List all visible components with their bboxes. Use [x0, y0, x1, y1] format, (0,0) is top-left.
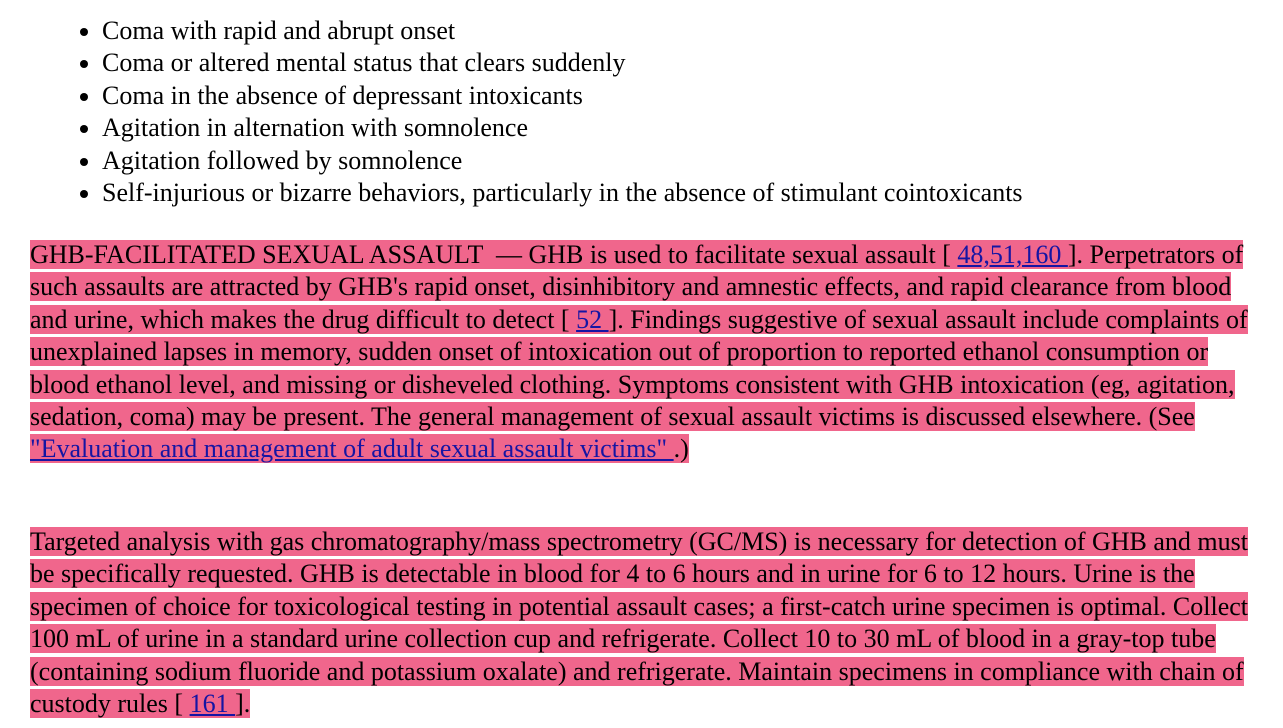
- reference-link-52[interactable]: 52: [576, 304, 609, 334]
- highlighted-text: [30, 527, 1248, 718]
- topic-link-adult-sexual-assault-victims[interactable]: "Evaluation and management of adult sexual assault victims": [30, 434, 674, 464]
- gcms-testing-paragraph: [30, 526, 1252, 720]
- list-item: • Coma or altered mental status that clears suddenly: [102, 47, 1023, 79]
- reference-link-48-51-160[interactable]: 48,51,160: [957, 240, 1068, 269]
- list-item: • Self-injurious or bizarre behaviors, particularly in the absence of stimulant cointoxicants: [102, 177, 1023, 209]
- paragraph-text: Targeted analysis with gas chromatography/mass spectrometry (GC/MS) is necessary for detection of GHB and must be specifically requested. GHB is detectable in blood for 4 to 6 hours and in urine for 6 to 12 hours. Urine is the specimen of choice for toxicological testing in potential assault cases; a first-catch urine specimen is optimal. Collect 100 mL of urine in a standard urine collection cup and refrigerate. Collect 10 to 30 mL of blood in a gray-top tube (containing sodium fluoride and potassium oxalate) and refrigerate. Maintain specimens in compliance with chain of custody rules [: [30, 527, 1249, 719]
- section-heading: GHB-FACILITATED SEXUAL ASSAULT: [30, 240, 483, 269]
- paragraph-text: — GHB is used to facilitate sexual assault [: [482, 240, 958, 269]
- symptom-list: [0, 15, 1023, 209]
- paragraph-text: ]. Perpetrators of such assaults are attracted by GHB's rapid onset, disinhibitory and amnestic effects, and rapid clearance from blood and urine, which makes the drug difficult to detect [: [30, 240, 1244, 334]
- list-item: • Coma with rapid and abrupt onset: [102, 15, 1023, 47]
- paragraph-text: ]. Findings suggestive of sexual assault include complaints of unexplained lapses in memory, sudden onset of intoxication out of proportion to reported ethanol consumption or blood ethanol level, and missing or disheveled clothing. Symptoms consistent with GHB intoxication (eg, agitation, sedation, coma) may be present. The general management of sexual assault victims is discussed elsewhere. (See: [30, 304, 1248, 432]
- highlighted-text: [30, 240, 1248, 463]
- paragraph-text: ].: [235, 689, 251, 719]
- list-item: • Coma in the absence of depressant intoxicants: [102, 80, 1023, 112]
- list-item: • Agitation in alternation with somnolence: [102, 112, 1023, 144]
- paragraph-text: .): [673, 434, 689, 464]
- sexual-assault-paragraph: [30, 239, 1252, 466]
- list-item: • Agitation followed by somnolence: [102, 145, 1023, 177]
- reference-link-161[interactable]: 161: [189, 689, 236, 719]
